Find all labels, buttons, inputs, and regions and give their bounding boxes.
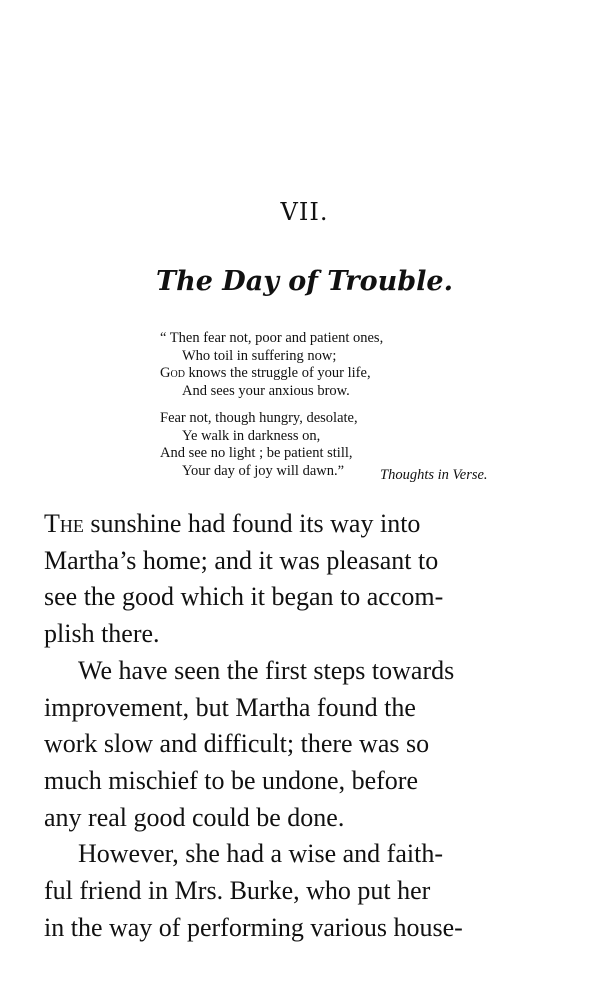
body-line: Martha’s home; and it was pleasant to	[44, 545, 439, 575]
epigraph-line-rest: knows the struggle of your life,	[184, 365, 371, 381]
body-line: plish there.	[44, 619, 160, 649]
chapter-number: VII.	[280, 198, 329, 226]
epigraph-line: Fear not, though hungry, desolate,	[160, 410, 358, 426]
epigraph-line: Who toil in suffering now;	[182, 347, 337, 364]
body-line: see the good which it began to accom-	[44, 582, 444, 612]
body-line: ful friend in Mrs. Burke, who put her	[44, 876, 431, 906]
epigraph-line	[160, 365, 560, 383]
epigraph-line: Ye walk in darkness on,	[182, 427, 321, 444]
epigraph-attribution: Thoughts in Verse.	[380, 467, 488, 483]
body-line: in the way of performing various house-	[44, 912, 463, 942]
body-line: We have seen the first steps towards	[78, 655, 455, 685]
epigraph-line: “ Then fear not, poor and patient ones,	[160, 330, 384, 346]
epigraph	[160, 330, 560, 480]
epigraph-smallcaps-word: God	[160, 365, 185, 381]
body-line: However, she had a wise and faith-	[78, 839, 443, 869]
body-line-rest: sunshine had found its way into	[83, 509, 421, 538]
body-line: improvement, but Martha found the	[44, 692, 416, 722]
body-line	[44, 506, 556, 543]
chapter-title: The Day of Trouble.	[155, 266, 454, 297]
body-line: much mischief to be undone, before	[44, 765, 418, 795]
body-line: any real good could be done.	[44, 802, 345, 832]
body-line: work slow and difficult; there was so	[44, 729, 430, 759]
epigraph-line: And see no light ; be patient still,	[160, 445, 353, 461]
epigraph-line: And sees your anxious brow.	[182, 382, 350, 399]
epigraph-line: Your day of joy will dawn.”	[182, 462, 345, 479]
body-text	[44, 506, 556, 946]
opening-word: The	[44, 509, 84, 538]
